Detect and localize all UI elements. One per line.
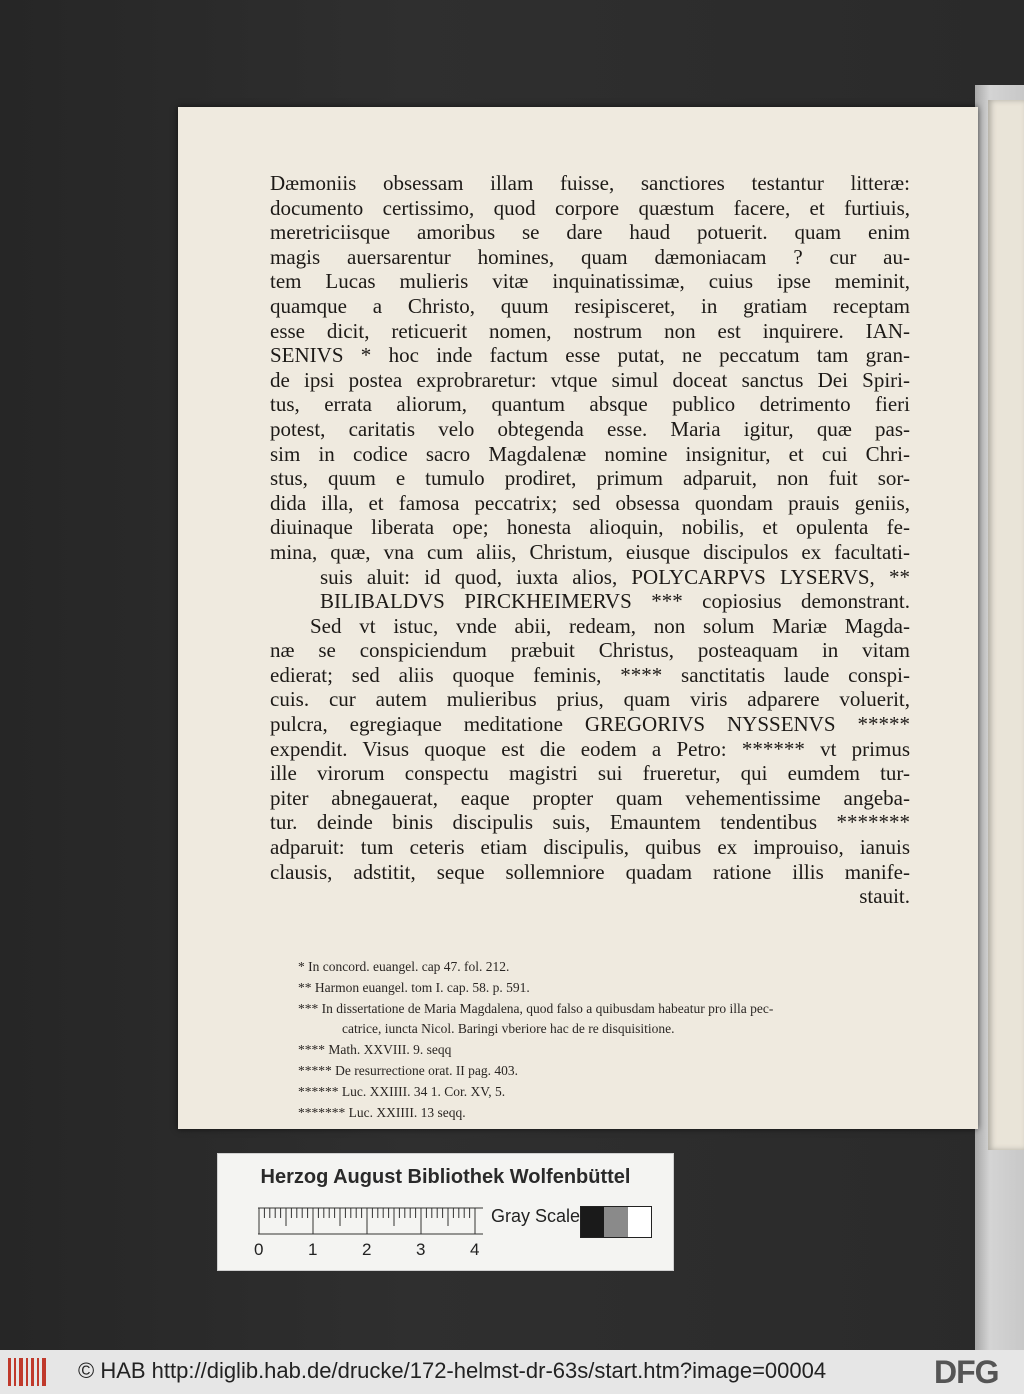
text-line: tur. deinde binis discipulis suis, Emauntem tendentibus ******* — [270, 810, 910, 835]
text-line: clausis, adstitit, seque sollemniore quadam ratione illis manife- — [270, 859, 910, 884]
text-line: stus, quum e tumulo prodiret, primum adparuit, non fuit sor- — [270, 466, 910, 491]
gray-scale-label: Gray Scale — [491, 1206, 581, 1226]
text-line: potest, caritatis velo obtegenda esse. Maria igitur, quæ pas- — [270, 416, 910, 441]
gray-swatch-light — [628, 1207, 651, 1237]
text-line: expendit. Visus quoque est die eodem a Petro: ****** vt primus — [270, 736, 910, 761]
footnote: ******* Luc. XXIIII. 13 seqq. — [298, 1104, 466, 1120]
ruler-number: 3 — [416, 1240, 426, 1259]
text-line: Dæmoniis obsessam illam fuisse, sanctiores testantur litteræ: — [270, 171, 910, 195]
main-text — [270, 171, 910, 909]
text-line: næ se conspiciendum præbuit Christus, posteaquam in vitam — [270, 638, 910, 663]
footnote: ** Harmon euangel. tom I. cap. 58. p. 591. — [298, 979, 530, 995]
copyright-link[interactable]: © HAB http://diglib.hab.de/drucke/172-helmst-dr-63s/start.htm?image=00004 — [78, 1358, 827, 1383]
footnote: *** In dissertatione de Maria Magdalena, quod falso a quibusdam habeatur pro illa pec- — [298, 1000, 774, 1016]
ruler-number: 4 — [470, 1240, 480, 1259]
ruler-number: 2 — [362, 1240, 372, 1259]
library-color-card — [217, 1153, 674, 1271]
gray-scale-swatches — [580, 1206, 652, 1238]
text-line: pulcra, egregiaque meditatione GREGORIVS NYSSENVS ***** — [270, 712, 910, 737]
adjacent-page — [988, 100, 1024, 1150]
text-line: edierat; sed aliis quoque feminis, **** sanctitatis laude conspi- — [270, 662, 910, 687]
scale-ruler — [254, 1206, 488, 1259]
text-line: diuinaque liberata ope; honesta alioquin, nobilis, et opulenta fe- — [270, 515, 910, 540]
text-line: meretriciisque amoribus se dare haud potuerit. quam enim — [270, 220, 910, 245]
ruler-number: 0 — [254, 1240, 264, 1259]
text-line: stauit. — [859, 884, 910, 909]
text-line: documento certissimo, quod corpore quæstum facere, et furtiuis, — [270, 195, 910, 220]
viewer-footer — [0, 1350, 1024, 1394]
footnote: ****** Luc. XXIIII. 34 1. Cor. XV, 5. — [298, 1083, 506, 1099]
text-line: piter abnegauerat, eaque propter quam vehementissime angeba- — [270, 785, 910, 810]
text-line: sim in codice sacro Magdalenæ nomine insignitur, et cui Chri- — [270, 441, 910, 466]
text-line: SENIVS * hoc inde factum esse putat, ne peccatum tam gran- — [270, 343, 910, 368]
text-line: adparuit: tum ceteris etiam discipulis, quibus ex improuiso, ianuis — [270, 835, 910, 860]
barcode-icon — [8, 1356, 48, 1388]
library-name: Herzog August Bibliothek Wolfenbüttel — [260, 1166, 631, 1188]
text-line: BILIBALDVS PIRCKHEIMERVS *** copiosius demonstrant. — [320, 589, 910, 614]
text-line: tus, errata aliorum, quantum absque publico detrimento fieri — [270, 392, 910, 417]
gray-swatch-mid — [604, 1207, 627, 1237]
text-line: ille virorum conspectu magistri sui frueretur, qui eumdem tur- — [270, 761, 910, 786]
dfg-logo: DFG — [934, 1354, 999, 1390]
footnote: ***** De resurrectione orat. II pag. 403. — [298, 1062, 519, 1078]
footnote-continuation: catrice, iuncta Nicol. Baringi vberiore hac de re disquisitione. — [342, 1021, 675, 1037]
text-line: suis aluit: id quod, iuxta alios, POLYCARPVS LYSERVS, ** — [320, 564, 910, 589]
text-line: esse dicit, reticuerit nomen, nostrum non est inquirere. IAN- — [270, 318, 910, 343]
ruler-number: 1 — [308, 1240, 318, 1259]
text-line: dida illa, et famosa peccatrix; sed obsessa quondam prauis geniis, — [270, 490, 910, 515]
text-line: Sed vt istuc, vnde abii, redeam, non solum Mariæ Magda- — [310, 613, 910, 638]
text-line: cuis. cur autem mulieribus prius, quam viris adparere voluerit, — [270, 687, 910, 712]
text-line: quamque a Christo, quum resipisceret, in gratiam receptam — [270, 293, 910, 318]
text-line: tem Lucas mulieris vitæ inquinatissimæ, cuius ipse meminit, — [270, 269, 910, 294]
footnotes — [298, 957, 898, 1123]
footnote: * In concord. euangel. cap 47. fol. 212. — [298, 959, 510, 974]
ruler-ticks — [258, 1206, 488, 1236]
footnote: **** Math. XXVIII. 9. seqq — [298, 1042, 452, 1058]
text-line: mina, quæ, vna cum aliis, Christum, eiusque discipulos ex facultati- — [270, 539, 910, 564]
gray-swatch-dark — [581, 1207, 604, 1237]
document-page — [178, 107, 978, 1129]
text-line: de ipsi postea exprobraretur: vtque simul doceat sanctus Dei Spiri- — [270, 367, 910, 392]
text-line: magis auersarentur homines, quam dæmoniacam ? cur au- — [270, 244, 910, 269]
